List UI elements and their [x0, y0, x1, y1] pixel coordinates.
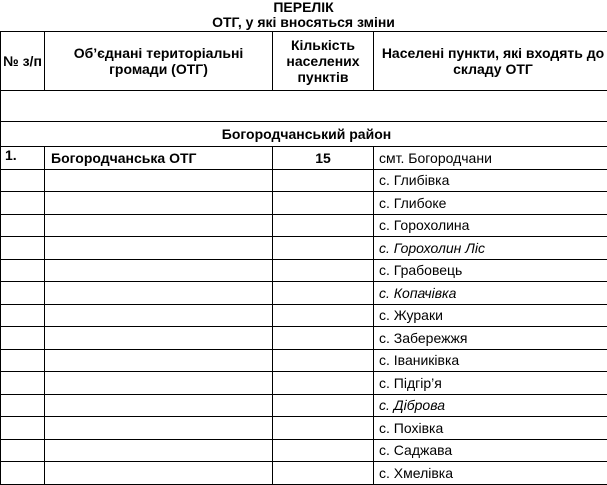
otg-table	[0, 31, 607, 485]
table-row	[1, 304, 607, 327]
table-row	[1, 439, 607, 462]
row-number	[1, 259, 45, 282]
row-number	[1, 417, 45, 440]
settlement-name: с. Похівка	[374, 417, 607, 440]
table-body	[1, 147, 607, 485]
row-number: 1.	[1, 147, 45, 170]
row-number	[1, 237, 45, 260]
table-row	[1, 372, 607, 395]
otg-name	[45, 394, 273, 417]
otg-name	[45, 259, 273, 282]
settlement-count	[273, 462, 374, 485]
settlement-count	[273, 304, 374, 327]
settlement-count	[273, 327, 374, 350]
table-row	[1, 349, 607, 372]
row-number	[1, 169, 45, 192]
otg-name	[45, 304, 273, 327]
table-row	[1, 214, 607, 237]
table-row	[1, 147, 607, 170]
settlement-name: с. Горохолина	[374, 214, 607, 237]
settlement-name: смт. Богородчани	[374, 147, 607, 170]
table-row	[1, 417, 607, 440]
otg-name	[45, 192, 273, 215]
header-num: № з/п	[1, 32, 45, 91]
row-number	[1, 349, 45, 372]
row-number	[1, 439, 45, 462]
settlement-count	[273, 349, 374, 372]
header-otg: Об’єднані територіальні громади (ОТГ)	[45, 32, 273, 91]
otg-name	[45, 462, 273, 485]
row-number	[1, 214, 45, 237]
header-settlements: Населені пункти, які входять до складу ОТГ	[374, 32, 607, 91]
settlement-count	[273, 214, 374, 237]
spacer-row	[1, 91, 607, 122]
row-number	[1, 462, 45, 485]
table-row	[1, 237, 607, 260]
table-row	[1, 192, 607, 215]
settlement-count	[273, 372, 374, 395]
settlement-name: с. Іваниківка	[374, 349, 607, 372]
settlement-name: с. Жураки	[374, 304, 607, 327]
settlement-name: с. Діброва	[374, 394, 607, 417]
settlement-name: с. Горохолин Ліс	[374, 237, 607, 260]
row-number	[1, 304, 45, 327]
settlement-name: с. Забережжя	[374, 327, 607, 350]
table-row	[1, 327, 607, 350]
table-row	[1, 169, 607, 192]
settlement-count: 15	[273, 147, 374, 170]
otg-name	[45, 214, 273, 237]
otg-name	[45, 237, 273, 260]
settlement-name: с. Хмелівка	[374, 462, 607, 485]
header-count: Кількість населених пунктів	[273, 32, 374, 91]
otg-name	[45, 327, 273, 350]
otg-name	[45, 372, 273, 395]
settlement-count	[273, 169, 374, 192]
document-title: ПЕРЕЛІК	[0, 0, 607, 15]
table-row	[1, 259, 607, 282]
table-row	[1, 462, 607, 485]
otg-name	[45, 169, 273, 192]
row-number	[1, 192, 45, 215]
settlement-name: с. Глибоке	[374, 192, 607, 215]
document-subtitle: ОТГ, у які вносяться зміни	[0, 14, 607, 30]
table-header-row	[1, 32, 607, 91]
settlement-count	[273, 237, 374, 260]
otg-name	[45, 439, 273, 462]
settlement-name: с. Грабовець	[374, 259, 607, 282]
otg-name	[45, 417, 273, 440]
otg-name	[45, 282, 273, 305]
settlement-count	[273, 394, 374, 417]
otg-name	[45, 349, 273, 372]
settlement-count	[273, 417, 374, 440]
district-row	[1, 122, 607, 147]
row-number	[1, 372, 45, 395]
row-number	[1, 327, 45, 350]
district-name: Богородчанський район	[1, 122, 607, 147]
table-row	[1, 282, 607, 305]
row-number	[1, 282, 45, 305]
settlement-count	[273, 282, 374, 305]
row-number	[1, 394, 45, 417]
settlement-count	[273, 439, 374, 462]
settlement-count	[273, 192, 374, 215]
settlement-name: с. Глибівка	[374, 169, 607, 192]
settlement-count	[273, 259, 374, 282]
settlement-name: с. Копачівка	[374, 282, 607, 305]
table-row	[1, 394, 607, 417]
otg-name: Богородчанська ОТГ	[45, 147, 273, 170]
settlement-name: с. Підгір’я	[374, 372, 607, 395]
settlement-name: с. Саджава	[374, 439, 607, 462]
